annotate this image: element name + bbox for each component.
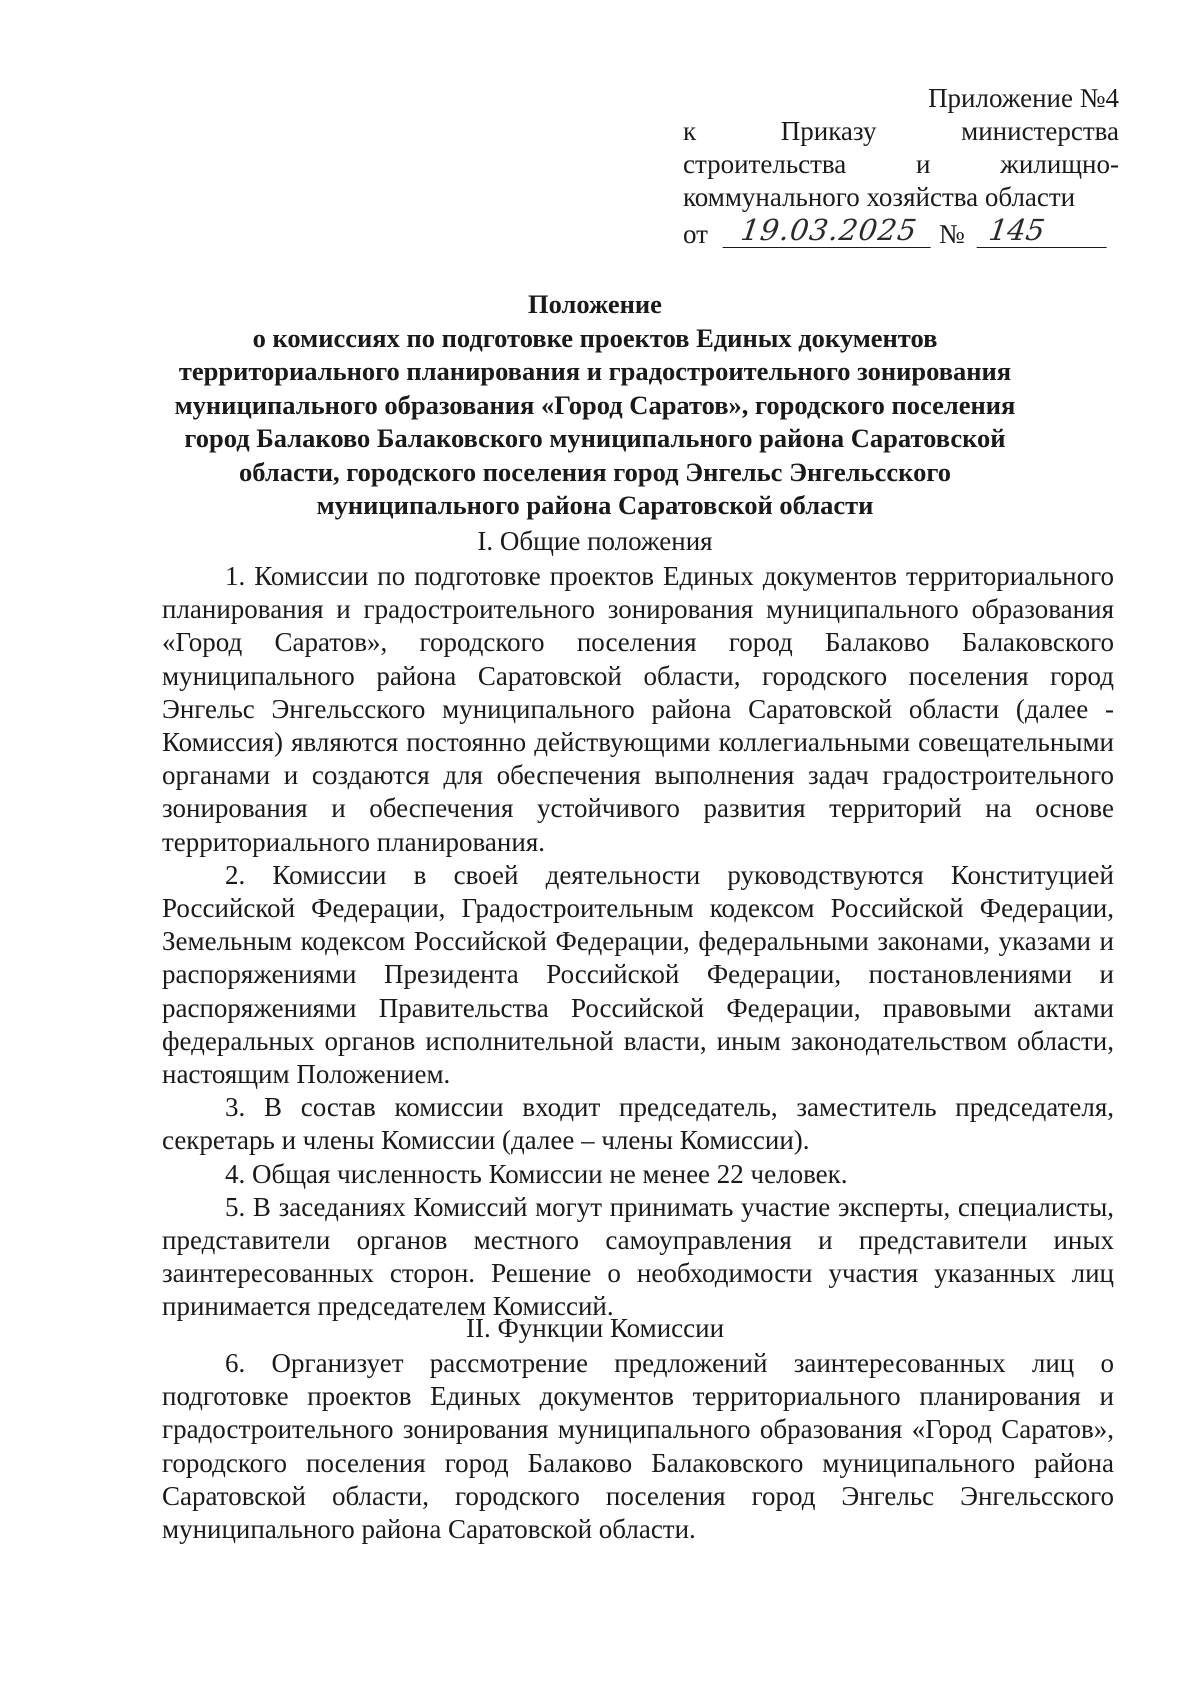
appendix-line-1: к Приказу министерства [683, 116, 1119, 146]
date-prefix: от [683, 219, 708, 249]
paragraph-6: 6. Организует рассмотрение предложений заинтересованных лиц о подготовке проектов Единых документов территориального планирования и градостроительного зонирования муниципального образования «Город Саратов», городского поселения город Балаково Балаковского муниципального района Саратовской области, городского поселения город Энгельс Энгельсского муниципального района Саратовской области. [162, 1348, 1114, 1545]
title-line-6: области, городского поселения город Энгельс Энгельсского [239, 456, 951, 487]
section-1-body [162, 560, 1114, 1324]
paragraph-4: 4. Общая численность Комиссии не менее 22 человек. [225, 1158, 848, 1189]
document-title [150, 288, 1040, 523]
title-line-5: город Балаково Балаковского муниципального района Саратовской [184, 423, 1006, 453]
paragraph-1: 1. Комиссии по подготовке проектов Единых документов территориального планирования и градостроительного зонирования муниципального образования «Город Саратов», городского поселения город Балаково Балаковского муниципального района Саратовской области, городского поселения город Энгельс Энгельсского муниципального района Саратовской области (далее - Комиссия) являются постоянно действующими коллегиальными совещательными органами и создаются для обеспечения выполнения задач градостроительного зонирования и обеспечения устойчивого развития территорий на основе территориального планирования. [162, 561, 1114, 857]
handwritten-date: 19.03.2025 [723, 214, 936, 248]
paragraph-5: 5. В заседаниях Комиссий могут принимать участие эксперты, специалисты, представители органов местного самоуправления и представители иных заинтересованных сторон. Решение о необходимости участия указанных лиц принимается председателем Комиссий. [162, 1191, 1114, 1322]
section-2-heading: II. Функции Комиссии [465, 1313, 725, 1343]
section-2-body [162, 1347, 1114, 1546]
number-prefix: № [939, 219, 965, 249]
title-line-2: о комиссиях по подготовке проектов Единых документов [252, 322, 938, 353]
section-1-heading: I. Общие положения [477, 526, 713, 556]
appendix-number: Приложение №4 [928, 83, 1119, 113]
title-line-7: муниципального района Саратовской области [316, 490, 874, 520]
appendix-header [683, 82, 1119, 250]
title-line-1: Положение [528, 289, 662, 319]
title-line-4: муниципального образования «Город Саратов», городского поселения [174, 389, 1016, 420]
paragraph-2: 2. Комиссии в своей деятельности руководствуются Конституцией Российской Федерации, Градостроительным кодексом Российской Федерации, Земельным кодексом Российской Федерации, федеральными законами, указами и распоряжениями Президента Российской Федерации, постановлениями и распоряжениями Правительства Российской Федерации, правовыми актами федеральных органов исполнительной власти, иным законодательством области, настоящим Положением. [162, 859, 1114, 1090]
appendix-line-2: строительства и жилищно- [683, 149, 1119, 179]
appendix-line-3: коммунального хозяйства области [683, 182, 1076, 212]
appendix-date-line [683, 214, 1119, 250]
title-line-3: территориального планирования и градостроительного зонирования [178, 356, 1012, 386]
handwritten-number: 145 [977, 214, 1112, 248]
paragraph-3: 3. В состав комиссии входит председатель, заместитель председателя, секретарь и члены Комиссии (далее – члены Комиссии). [162, 1092, 1114, 1156]
